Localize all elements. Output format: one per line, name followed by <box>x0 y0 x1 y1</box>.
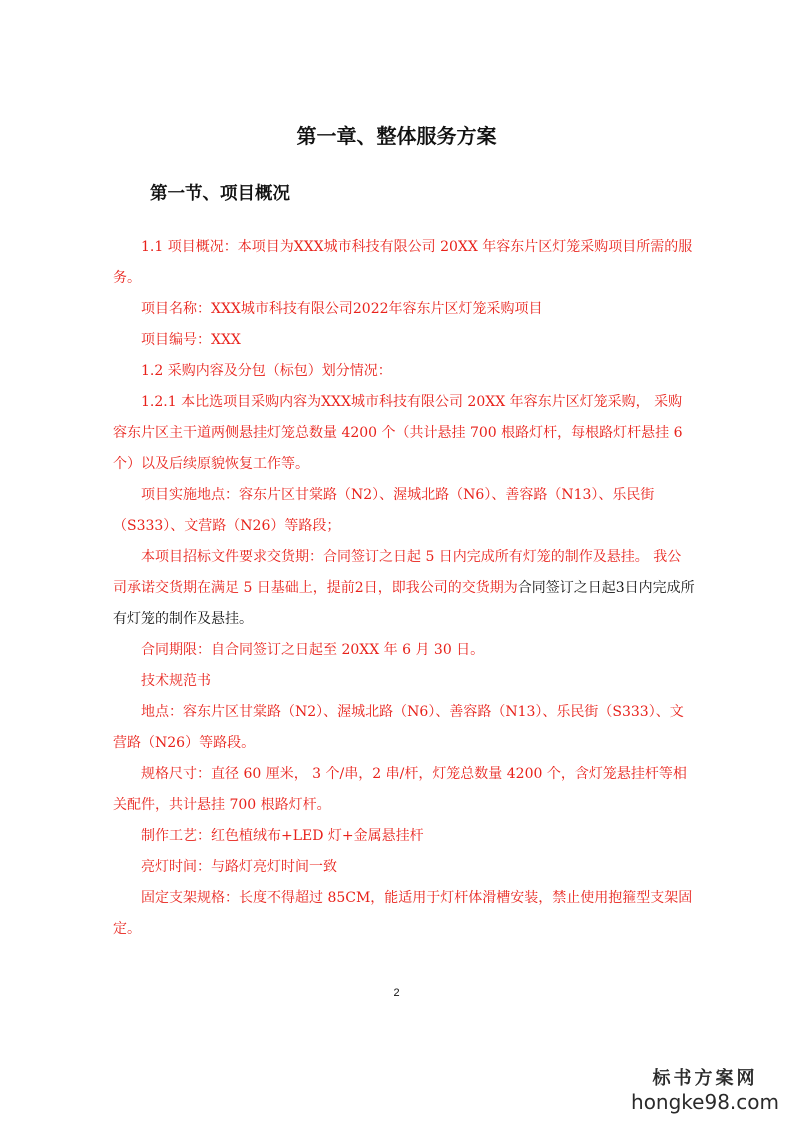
page-number: 2 <box>393 987 400 999</box>
paragraph-procurement-heading: 1.2 采购内容及分包（标包）划分情况： <box>141 363 392 379</box>
paragraph-craft: 制作工艺：红色植绒布+LED 灯+金属悬挂杆 <box>141 828 424 844</box>
section-title: 第一节、项目概况 <box>150 184 290 204</box>
paragraph-tech-spec-heading: 技术规范书 <box>141 673 211 689</box>
paragraph-procurement-content: 1.2.1 本比选项目采购内容为XXX城市科技有限公司 20XX 年容东片区灯笼采购， 采购容东片区主干道两侧悬挂灯笼总数量 4200 个（共计悬挂 700 根路灯杆，每根路灯杆悬挂 6 个）以及后续原貌恢复工作等。 <box>113 394 683 472</box>
paragraph-lighting-time: 亮灯时间：与路灯亮灯时间一致 <box>141 859 337 875</box>
paragraph-contract-period: 合同期限：自合同签订之日起至 20XX 年 6 月 30 日。 <box>141 642 485 658</box>
paragraph-site: 地点：容东片区甘棠路（N2）、渥城北路（N6）、善容路（N13）、乐民街（S333）、文营路（N26）等路段。 <box>113 704 684 751</box>
watermark-url: hongke98.com <box>631 1090 779 1114</box>
document-body <box>113 232 695 945</box>
paragraph-project-number: 项目编号：XXX <box>141 332 241 348</box>
paragraph-delivery <box>113 542 695 635</box>
delivery-red-text: 本项目招标文件要求交货期：合同签订之日起 5 日内完成所有灯笼的制作及悬挂。 我公司承诺交货期在满足 5 日基础上，提前2日，即我公司的交货期为 <box>113 549 682 596</box>
paragraph-dimensions: 规格尺寸：直径 60 厘米， 3 个/串，2 串/杆，灯笼总数量 4200 个，含灯笼悬挂杆等相关配件，共计悬挂 700 根路灯杆。 <box>113 766 687 813</box>
watermark-title: 标书方案网 <box>652 1068 758 1089</box>
paragraph-bracket-spec: 固定支架规格：长度不得超过 85CM，能适用于灯杆体滑槽安装，禁止使用抱箍型支架固定。 <box>113 890 693 937</box>
delivery-black-text: 合同签订之日起3日内完成所有灯笼的制作及悬挂。 <box>113 580 695 627</box>
paragraph-location: 项目实施地点：容东片区甘棠路（N2）、渥城北路（N6）、善容路（N13）、乐民街（S333）、文营路（N26）等路段； <box>113 487 655 534</box>
watermark <box>631 1068 779 1114</box>
chapter-title: 第一章、整体服务方案 <box>296 124 497 148</box>
paragraph-overview: 1.1 项目概况：本项目为XXX城市科技有限公司 20XX 年容东片区灯笼采购项目所需的服务。 <box>113 239 693 286</box>
paragraph-project-name: 项目名称：XXX城市科技有限公司2022年容东片区灯笼采购项目 <box>141 301 543 317</box>
